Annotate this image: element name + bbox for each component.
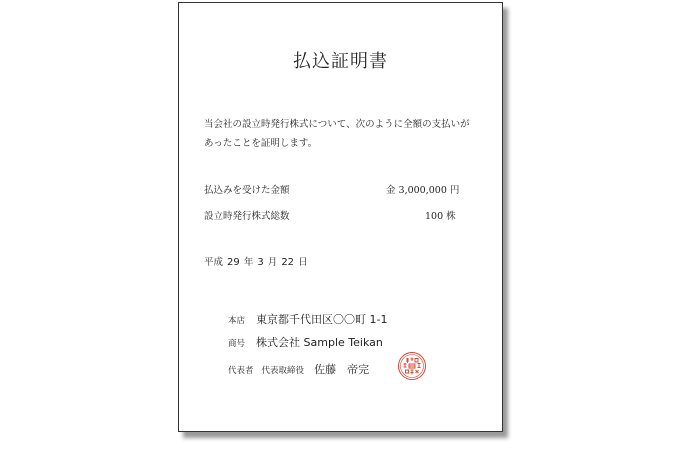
total-shares-label: 設立時発行株式総数 <box>204 211 290 222</box>
representative-label: 代表者 <box>228 366 254 376</box>
company-name-row <box>228 334 383 350</box>
certificate-paper <box>178 2 503 432</box>
head-office-address: 東京都千代田区〇〇町 1-1 <box>256 313 388 326</box>
date-year-unit: 年 <box>243 257 254 268</box>
date-day-unit: 日 <box>298 257 308 268</box>
representative-row <box>228 361 369 377</box>
company-seal-icon <box>397 351 427 381</box>
statement-line-1: 当会社の設立時発行株式について、次のように全額の支払いが <box>204 119 470 130</box>
company-name-value: 株式会社 Sample Teikan <box>256 336 383 349</box>
paid-amount-value: 金 3,000,000 円 <box>386 185 460 196</box>
date-month: 3 <box>257 257 264 268</box>
total-shares-value: 100 株 <box>425 211 456 222</box>
head-office-row <box>228 311 388 327</box>
representative-title: 代表取締役 <box>261 366 305 376</box>
paid-amount-label: 払込みを受けた金額 <box>204 185 290 196</box>
statement-line-2: あったことを証明します。 <box>204 138 318 149</box>
certificate-date <box>204 254 308 268</box>
document-title: 払込証明書 <box>293 51 388 72</box>
date-year: 29 <box>227 257 240 268</box>
representative-name: 佐藤 帝完 <box>314 363 370 376</box>
date-era: 平成 <box>204 257 224 268</box>
date-month-unit: 月 <box>267 257 278 268</box>
company-name-label: 商号 <box>228 339 246 349</box>
head-office-label: 本店 <box>228 316 246 326</box>
certificate-statement <box>204 115 494 153</box>
date-day: 22 <box>281 257 295 268</box>
